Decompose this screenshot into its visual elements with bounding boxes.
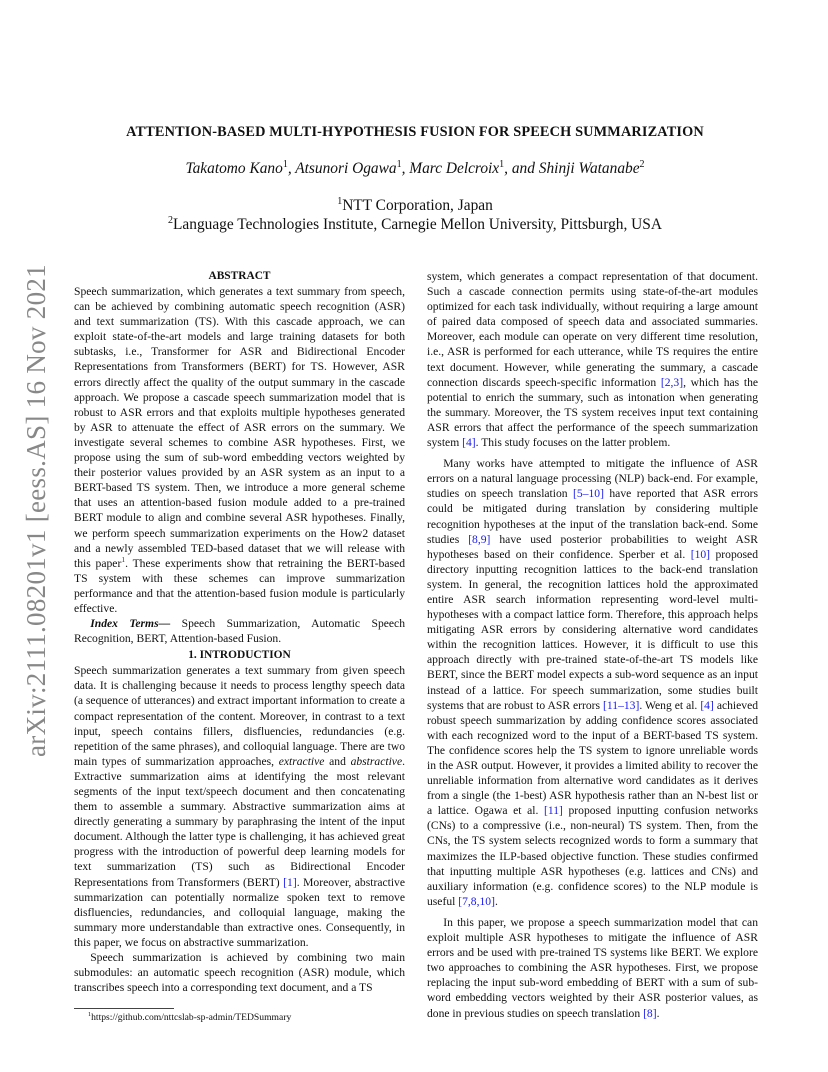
citation-link[interactable]: [2,3] [660,375,684,389]
intro-emphasis: abstractive [350,754,403,768]
affiliation-text: NTT Corporation, Japan [342,197,493,214]
citation-link[interactable]: [5–10] [573,487,604,501]
body-text: . [656,1006,660,1020]
intro-heading: 1. INTRODUCTION [188,649,291,662]
body-text: proposed directory inputting recognition lattices to the back-end translation system. In general, the recognition lattices hold the approximated entire ASR search information representing word-level multi-hypotheses with a compact lattice form. Therefore, this approach helps mitigating ASR errors by considering alternative word candidates within the recognition lattices. However, it is difficult to use this approach directly with pre-trained state-of-the-art TS models like BERT, since the BERT model expects a sub-word sequence as an input instead of a lattice. For speech summarization, some studies built systems that are robust to ASR errors [427,547,758,712]
right-paragraph-1 [427,269,758,450]
body-text: , which has the potential to enrich the summary, such as intonation when generating the summary. Moreover, the TS system receives input text containing ASR errors that affect the performance of the speech summarization system [427,375,759,450]
right-column [427,269,758,1021]
author-name: , Atsunori Ogawa [287,160,397,177]
abstract-heading: ABSTRACT [208,270,271,282]
footnote-url: https://github.com/nttcslab-sp-admin/TEDSummary [91,1012,292,1024]
right-paragraph-3 [427,915,758,1021]
author-affil-mark: 1 [282,158,288,170]
footnote [74,1012,405,1024]
citation-link[interactable]: [10] [690,547,711,561]
intro-text: Speech summarization generates a text summary from given speech data. It is challenging because it needs to process lengthy speech data (a sequence of utterances) and extract important information to create a compact representation of the content. Moreover, in contrast to a text input, speech contains fillers, disfluencies, redundancies (e.g. repetition of the same phrases), and colloquial language. There are two main types of summarization approaches, [74,664,405,768]
body-text: achieved robust speech summarization by adding confidence scores associated with each recognized word to the input of a BERT-based TS system. The confidence scores help the TS system to ignore unreliable words in the ASR output. However, it provides a limited ability to recover the unreliable information from alternative word candidates as it derives from a single (the 1-best) ASR hypothesis rather than an N-best list or a lattice. Ogawa et al. [427,698,759,818]
citation-link[interactable]: [4] [700,698,714,712]
author-name: , and Shinji Watanabe [504,160,640,177]
intro-emphasis: extractive [278,754,325,768]
body-text: have used posterior probabilities to weight ASR hypotheses based on their confidence. Sperber et al. [427,532,758,561]
arxiv-stamp [20,263,52,757]
paper-title: ATTENTION-BASED MULTI-HYPOTHESIS FUSION FOR SPEECH SUMMARIZATION [126,124,704,140]
author-name: Takatomo Kano [185,160,283,177]
index-terms-label: Index Terms— [90,617,171,631]
citation-link[interactable]: [7,8,10] [458,894,495,908]
right-paragraph-2 [427,456,758,909]
affiliation-2 [70,216,760,234]
author-name: , Marc Delcroix [401,160,500,177]
intro-text: and [324,754,351,768]
abstract-body-end: . These experiments show that retraining the BERT-based TS system with these schemes can improve summarization performance and that the attention-based fusion module is particularly effective. [74,556,405,615]
author-affil-mark: 1 [396,158,402,170]
citation-link[interactable]: [4] [462,436,476,450]
abstract-text [74,284,405,616]
citation-link[interactable]: [1] [283,875,297,889]
body-text: . Weng et al. [639,698,701,712]
author-affil-mark: 2 [639,158,645,170]
footnote-divider [74,1008,174,1009]
intro-text: . Moreover, abstractive summarization can potentially normalize spoken text to remove disfluencies, redundancies, and colloquial language, making the summary more understandable than extractive ones. Consequently, in this paper, we focus on abstractive summarization. [74,875,406,949]
arxiv-id: arXiv:2111.08201v1 [eess.AS] 16 Nov 2021 [20,263,51,757]
body-text: In this paper, we propose a speech summarization model that can exploit multiple ASR hypotheses to mitigate the influence of ASR errors and be used with pre-trained TS systems like BERT. We explore two approaches to combining the ASR hypotheses. First, we propose replacing the input sub-word embedding of BERT with a sum of sub-word embedding vectors weighted by their ASR posterior values, as done in previous studies on speech translation [427,915,758,1020]
body-text: system, which generates a compact representation of that document. Such a cascade connection permits using state-of-the-art modules optimized for each task individually, without requiring a large amount of paired data composed of speech data and associated summaries. Moreover, each module can operate on very different time resolution, i.e., ASR is performed for each utterance, while TS requires the entire text document. However, while generating the summary, a cascade connection discards speech-specific information [427,270,758,389]
intro-paragraph-2: Speech summarization is achieved by combining two main submodules: an automatic speech recognition (ASR) module, which transcribes speech into a corresponding text document, and a TS [74,951,405,995]
left-column [74,269,405,1024]
author-list [70,160,760,178]
body-text: . [494,894,498,908]
citation-link[interactable]: [8] [643,1006,657,1020]
body-text: Many works have attempted to mitigate the influence of ASR errors on a natural language processing (NLP) back-end. For example, studies on speech translation [427,457,758,501]
author-affil-mark: 1 [499,158,505,170]
footnote-link[interactable]: 1 [121,554,126,564]
affiliation-mark: 1 [337,195,343,207]
index-terms [74,616,405,646]
citation-link[interactable]: [8,9] [468,532,491,546]
intro-text: . Extractive summarization aims at identifying the most relevant segments of the input text/speech document and then concatenating them to assemble a summary. Abstractive summarization aims at directly generating a summary by paraphrasing the intent of the input document. Although the latter type is challenging, it has achieved great progress with the introduction of powerful deep learning models for text summarization (TS) such as Bidirectional Encoder Representations from Transformers (BERT) [74,754,405,889]
body-text: . This study focuses on the latter problem. [475,436,671,450]
intro-paragraph-1 [74,663,405,950]
affiliation-text: Language Technologies Institute, Carnegie Mellon University, Pittsburgh, USA [173,216,662,233]
body-text: have reported that ASR errors could be mitigated during translation by considering multiple recognition hypotheses at the input of the translation back-end. Some studies [427,487,758,546]
citation-link[interactable]: [11] [543,804,563,818]
index-terms-text: Speech Summarization, Automatic Speech Recognition, BERT, Attention-based Fusion. [74,617,405,646]
footnote-mark: 1 [88,1011,92,1019]
abstract-body: Speech summarization, which generates a text summary from speech, can be achieved by combining automatic speech recognition (ASR) and text summarization (TS). With this cascade approach, we can exploit state-of-the-art models and large training datasets for both subtasks, i.e., Transformer for ASR and Bidirectional Encoder Representations from Transformers (BERT) for TS. However, ASR errors directly affect the quality of the output summary in the cascade approach. We propose a cascade speech summarization model that is robust to ASR errors and that exploits multiple hypotheses generated by ASR to attenuate the effect of ASR errors on the summary. We investigate several schemes to combine ASR hypotheses. First, we propose using the sum of sub-word embedding vectors weighted by their posterior values provided by an ASR system as an input to a BERT-based TS system. Then, we introduce a more general scheme that uses an attention-based fusion module added to a pre-trained BERT module to align and combine several ASR hypotheses. Finally, we perform speech summarization experiments on the How2 dataset and a newly assembled TED-based dataset that we will release with this paper [74,285,405,570]
affiliation-mark: 2 [168,214,174,226]
affiliation-1 [70,197,760,215]
body-text: proposed inputting confusion networks (CNs) to a compressive (i.e., non-neural) TS system. Then, from the CNs, the TS system selects recognized words to form a summary that maximizes the ILP-based objective function. These studies confirmed that inputting multiple ASR hypotheses (e.g. lattices and CNs) and auxiliary information (e.g. confidence scores) to the NLP module is useful [427,804,758,908]
citation-link[interactable]: [11–13] [603,698,640,712]
